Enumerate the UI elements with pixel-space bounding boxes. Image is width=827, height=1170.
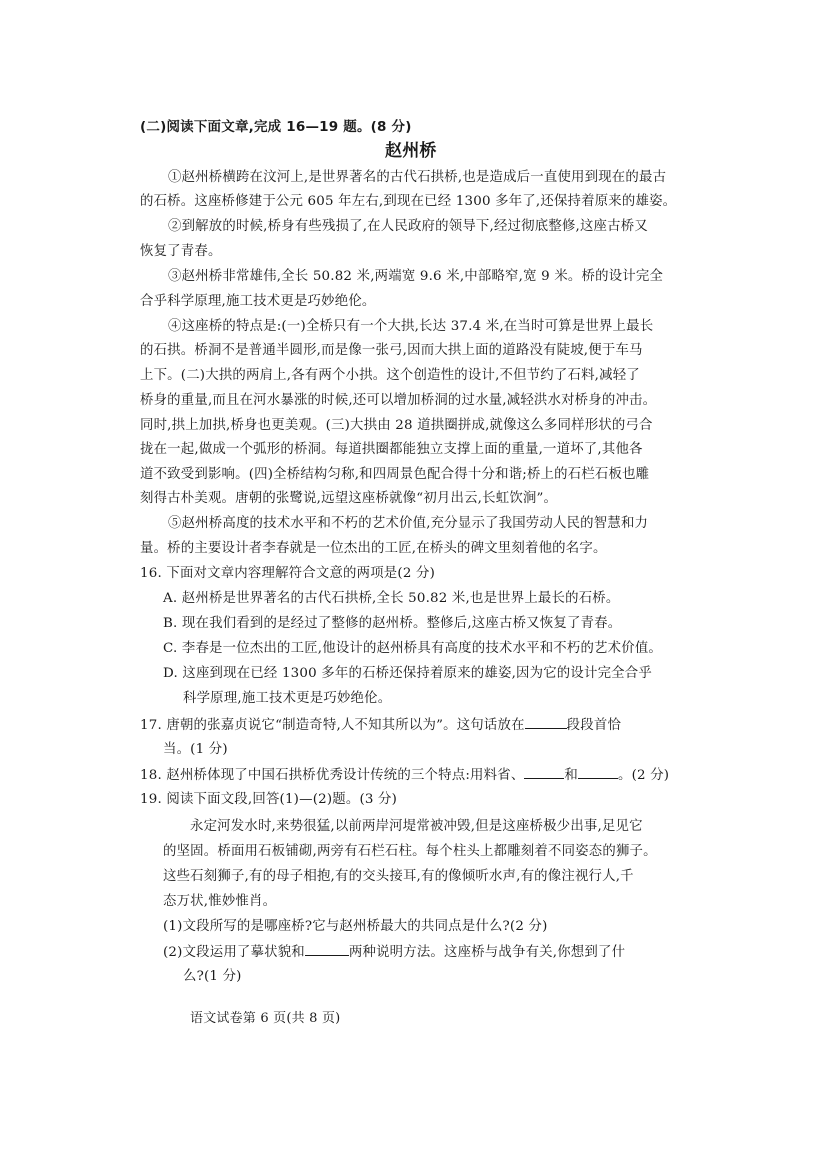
- passage-line: 的坚固。桥面用石板铺砌,两旁有石栏石柱。每个柱头上都雕刻着不同姿态的狮子。: [163, 844, 657, 859]
- passage-line: 永定河发水时,来势很猛,以前两岸河堤常被冲毁,但是这座桥极少出事,足见它: [190, 819, 643, 834]
- sub-question-2-continued: 么?(1 分): [183, 969, 242, 984]
- article-line: 量。桥的主要设计者李春就是一位杰出的工匠,在桥头的碑文里刻着他的名字。: [140, 541, 607, 556]
- article-line: 同时,拱上加拱,桥身也更美观。(三)大拱由 28 道拱圈拼成,就像这么多同样形状的弓合: [140, 418, 653, 433]
- article-line: 合乎科学原理,施工技术更是巧妙绝伦。: [140, 294, 376, 309]
- article-line: 道不致受到影响。(四)全桥结构匀称,和四周景色配合得十分和谐;桥上的石栏石板也雕: [140, 467, 650, 482]
- article-line: ②到解放的时候,桥身有些残损了,在人民政府的领导下,经过彻底整修,这座古桥又: [168, 219, 648, 234]
- passage-line: 态万状,惟妙惟肖。: [163, 894, 277, 909]
- answer-blank: [305, 943, 349, 956]
- article-title: 赵州桥: [385, 141, 437, 161]
- sub-question-2: [163, 943, 625, 962]
- page-footer: 语文试卷第 6 页(共 8 页): [190, 1011, 341, 1026]
- sub-question-1: (1)文段所写的是哪座桥?它与赵州桥最大的共同点是什么?(2 分): [163, 919, 548, 934]
- question-stem: 19. 阅读下面文段,回答(1)—(2)题。(3 分): [140, 792, 398, 807]
- article-line: ⑤赵州桥高度的技术水平和不朽的艺术价值,充分显示了我国劳动人民的智慧和力: [168, 516, 649, 531]
- article-line: 恢复了青春。: [140, 244, 222, 259]
- stem-text: 两种说明方法。这座桥与战争有关,你想到了什: [348, 945, 626, 960]
- answer-blank: [524, 766, 564, 779]
- article-line: 的石桥。这座桥修建于公元 605 年左右,到现在已经 1300 多年了,还保持着原来的雄姿。: [140, 194, 677, 209]
- option-d-continued: 科学原理,施工技术更是巧妙绝伦。: [183, 691, 392, 706]
- stem-text: 17. 唐朝的张嘉贞说它“制造奇特,人不知其所以为”。这句话放在: [140, 718, 525, 733]
- article-line: 桥身的重量,而且在河水暴涨的时候,还可以增加桥洞的过水量,减轻洪水对桥身的冲击。: [140, 393, 657, 408]
- article-line: ③赵州桥非常雄伟,全长 50.82 米,两端宽 9.6 米,中部略窄,宽 9 米。桥的设计完全: [168, 269, 664, 284]
- passage-line: 这些石刻狮子,有的母子相抱,有的交头接耳,有的像倾听水声,有的像注视行人,千: [163, 869, 634, 884]
- stem-text: 段段首恰: [566, 718, 622, 733]
- article-line: ①赵州桥横跨在汶河上,是世界著名的古代石拱桥,也是造成后一直使用到现在的最古: [168, 170, 667, 185]
- answer-blank: [578, 766, 618, 779]
- option-b: B. 现在我们看到的是经过了整修的赵州桥。整修后,这座古桥又恢复了青春。: [163, 616, 622, 631]
- article-line: 刻得古朴美观。唐朝的张鹭说,远望这座桥就像“初月出云,长虹饮涧”。: [140, 491, 558, 506]
- article-line: 的石拱。桥洞不是普通半圆形,而是像一张弓,因而大拱上面的道路没有陡坡,便于车马: [140, 343, 643, 358]
- question-stem-continued: 当。(1 分): [163, 742, 228, 757]
- option-c: C. 李春是一位杰出的工匠,他设计的赵州桥具有高度的技术水平和不朽的艺术价值。: [163, 641, 663, 656]
- article-line: ④这座桥的特点是:(一)全桥只有一个大拱,长达 37.4 米,在当时可算是世界上最长: [168, 319, 654, 334]
- stem-text: 18. 赵州桥体现了中国石拱桥优秀设计传统的三个特点:用料省、: [140, 768, 525, 783]
- stem-text: 和: [564, 768, 579, 783]
- stem-text: 。(2 分): [618, 768, 670, 783]
- article-line: 拢在一起,做成一个弧形的桥洞。每道拱圈都能独立支撑上面的重量,一道坏了,其他各: [140, 442, 643, 457]
- option-d: D. 这座到现在已经 1300 多年的石桥还保持着原来的雄姿,因为它的设计完全合乎: [163, 666, 652, 681]
- question-stem: [140, 716, 621, 735]
- question-stem: 16. 下面对文章内容理解符合文意的两项是(2 分): [140, 566, 436, 581]
- section-heading: (二)阅读下面文章,完成 16—19 题。(8 分): [140, 119, 412, 135]
- option-a: A. 赵州桥是世界著名的古代石拱桥,全长 50.82 米,也是世界上最长的石桥。: [163, 591, 620, 606]
- question-stem: [140, 766, 669, 785]
- article-line: 上下。(二)大拱的两肩上,各有两个小拱。这个创造性的设计,不但节约了石料,减轻了: [140, 368, 640, 383]
- answer-blank: [525, 716, 567, 729]
- stem-text: (2)文段运用了摹状貌和: [163, 945, 305, 960]
